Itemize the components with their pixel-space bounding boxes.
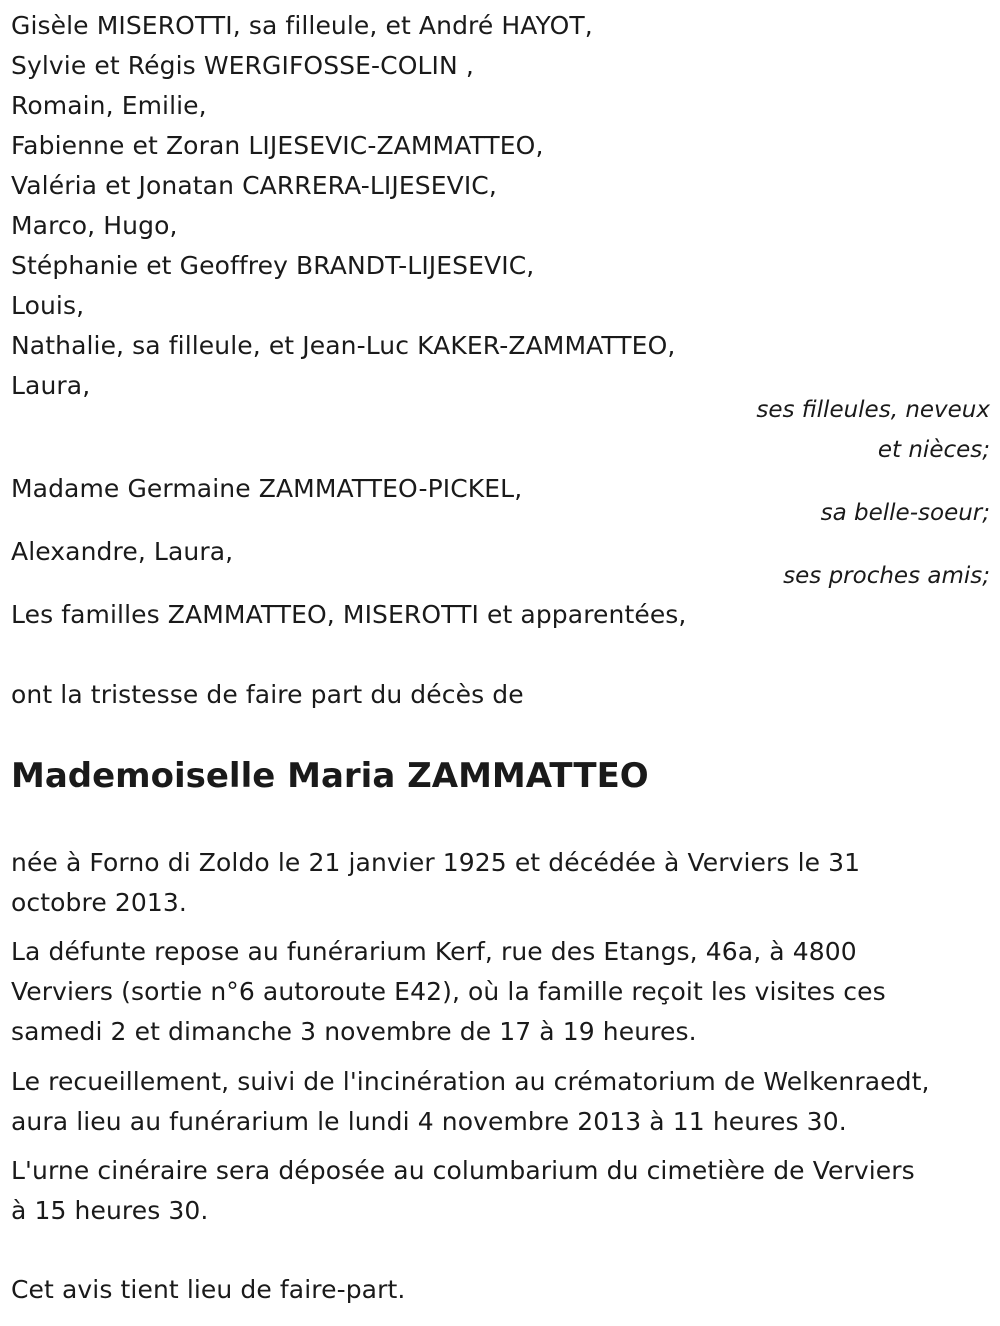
relationship-label: ses proches amis; xyxy=(783,563,990,589)
paragraph-line: La défunte repose au funérarium Kerf, rue des Etangs, 46a, à 4800 xyxy=(11,937,857,966)
paragraph-line: aura lieu au funérarium le lundi 4 novembre 2013 à 11 heures 30. xyxy=(11,1107,847,1136)
family-line: Valéria et Jonatan CARRERA-LIJESEVIC, xyxy=(11,171,497,200)
family-line: Marco, Hugo, xyxy=(11,211,178,240)
relationship-label: et nièces; xyxy=(877,437,990,463)
paragraph-line: L'urne cinéraire sera déposée au columbarium du cimetière de Verviers xyxy=(11,1156,915,1185)
family-line: Sylvie et Régis WERGIFOSSE-COLIN , xyxy=(11,51,474,80)
family-line: Stéphanie et Geoffrey BRANDT-LIJESEVIC, xyxy=(11,251,535,280)
friends-line: Alexandre, Laura, xyxy=(11,537,234,566)
announcement-text: ont la tristesse de faire part du décès de xyxy=(11,680,524,709)
deceased-name: Mademoiselle Maria ZAMMATTEO xyxy=(11,756,649,796)
paragraph-line: samedi 2 et dimanche 3 novembre de 17 à 19 heures. xyxy=(11,1017,697,1046)
families-line: Les familles ZAMMATTEO, MISEROTTI et apparentées, xyxy=(11,600,687,629)
paragraph-line: octobre 2013. xyxy=(11,888,187,917)
family-line: Nathalie, sa filleule, et Jean-Luc KAKER-ZAMMATTEO, xyxy=(11,331,676,360)
paragraph-line: à 15 heures 30. xyxy=(11,1196,209,1225)
family-line: Fabienne et Zoran LIJESEVIC-ZAMMATTEO, xyxy=(11,131,544,160)
sister-in-law-line: Madame Germaine ZAMMATTEO-PICKEL, xyxy=(11,474,523,503)
paragraph-line: née à Forno di Zoldo le 21 janvier 1925 et décédée à Verviers le 31 xyxy=(11,848,861,877)
paragraph-line: Verviers (sortie n°6 autoroute E42), où la famille reçoit les visites ces xyxy=(11,977,886,1006)
family-line: Laura, xyxy=(11,371,91,400)
closing-note: Cet avis tient lieu de faire-part. xyxy=(11,1275,406,1304)
family-line: Louis, xyxy=(11,291,85,320)
relationship-label: sa belle-soeur; xyxy=(820,500,990,526)
relationship-label: ses filleules, neveux xyxy=(756,397,990,423)
family-line: Romain, Emilie, xyxy=(11,91,207,120)
paragraph-line: Le recueillement, suivi de l'incinération au crématorium de Welkenraedt, xyxy=(11,1067,930,1096)
family-line: Gisèle MISEROTTI, sa filleule, et André HAYOT, xyxy=(11,11,593,40)
